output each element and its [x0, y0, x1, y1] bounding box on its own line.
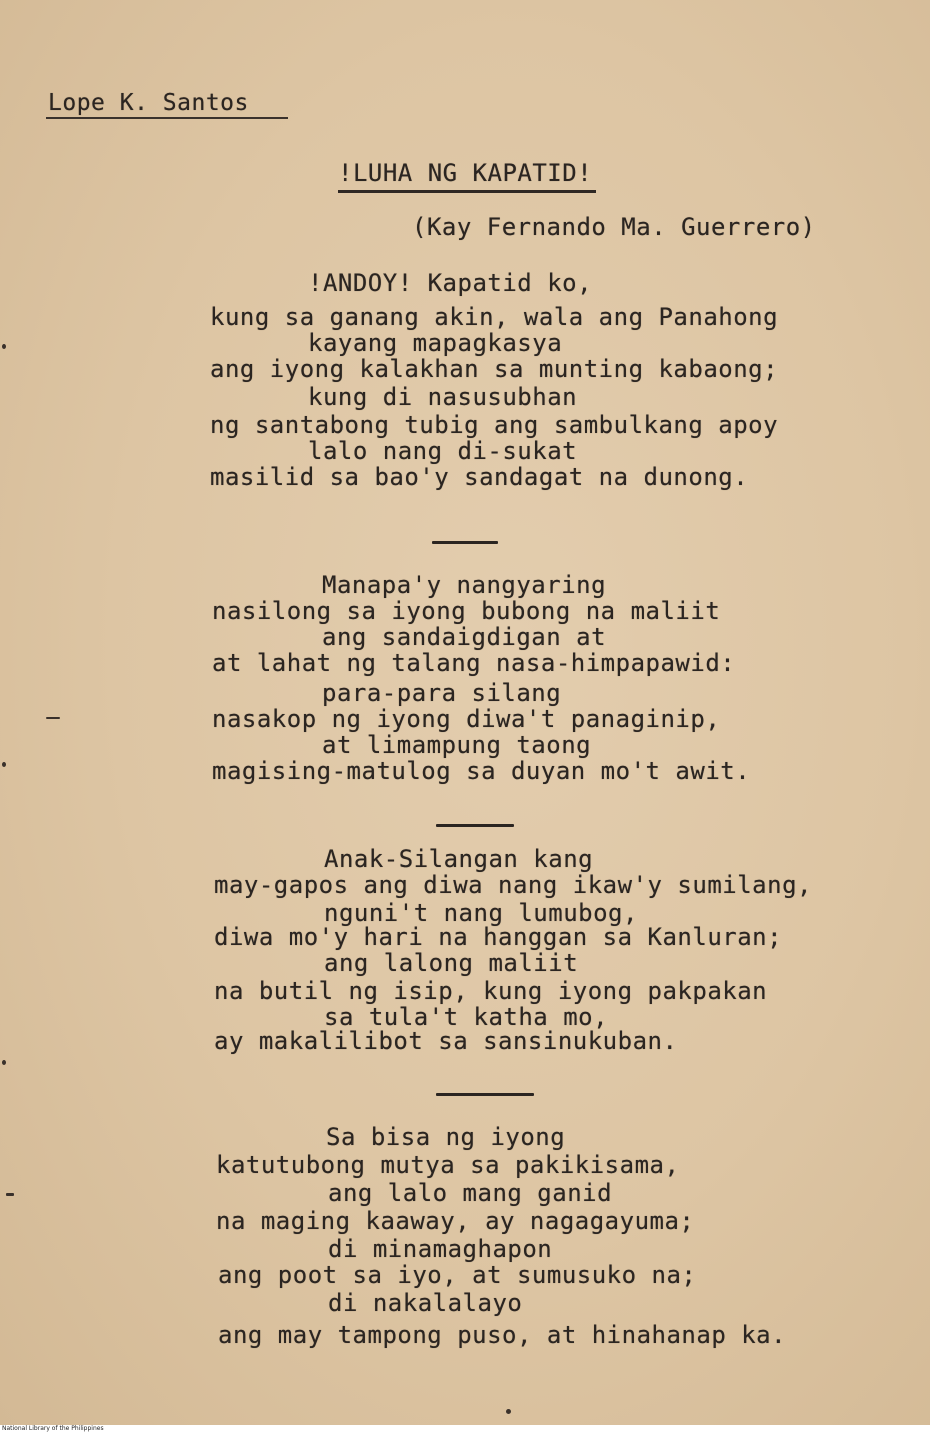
stanza-3-line-4: diwa mo'y hari na hanggan sa Kanluran; [214, 923, 783, 951]
paper-speck [2, 762, 6, 767]
stanza-3-line-6: na butil ng isip, kung iyong pakpakan [214, 977, 768, 1005]
stanza-4-line-8: ang may tampong puso, at hinahanap ka. [218, 1321, 787, 1349]
stanza-1-line-6: ng santabong tubig ang sambulkang apoy [210, 411, 779, 439]
stanza-divider-2 [436, 824, 514, 827]
footer-bar [0, 1425, 930, 1433]
stanza-3-line-7: sa tula't katha mo, [324, 1003, 609, 1031]
stanza-3-line-5: ang lalong maliit [324, 949, 579, 977]
paper-speck [2, 1060, 6, 1065]
stanza-1-line-2: kung sa ganang akin, wala ang Panahong [210, 303, 779, 331]
stanza-1-line-5: kung di nasusubhan [308, 383, 578, 411]
paper-mark [6, 1193, 14, 1196]
stanza-1-line-1: !ANDOY! Kapatid ko, [308, 269, 593, 297]
stanza-2-line-6: nasakop ng iyong diwa't panaginip, [212, 705, 721, 733]
stanza-3-line-2: may-gapos ang diwa nang ikaw'y sumilang, [214, 871, 812, 899]
stanza-3-line-3: nguni't nang lumubog, [324, 899, 638, 927]
paper-speck [2, 344, 6, 349]
stanza-1-line-8: masilid sa bao'y sandagat na dunong. [210, 463, 749, 491]
stanza-2-line-7: at limampung taong [322, 731, 592, 759]
stanza-1-line-3: kayang mapagkasya [308, 329, 563, 357]
author-underline [46, 117, 288, 119]
stanza-4-line-7: di nakalalayo [328, 1289, 523, 1317]
title-underline [338, 190, 596, 193]
paper-mark [46, 717, 60, 719]
library-credit: National Library of the Philippines [2, 1425, 104, 1432]
stanza-3-line-8: ay makalilibot sa sansinukuban. [214, 1027, 678, 1055]
stanza-2-line-1: Manapa'y nangyaring [322, 571, 607, 599]
poem-title: !LUHA NG KAPATID! [338, 159, 593, 187]
stanza-4-line-1: Sa bisa ng iyong [326, 1123, 566, 1151]
stanza-4-line-5: di minamaghapon [328, 1235, 553, 1263]
stanza-2-line-4: at lahat ng talang nasa-himpapawid: [212, 649, 736, 677]
author-name: Lope K. Santos [48, 90, 249, 116]
stanza-divider-1 [432, 541, 498, 544]
stanza-3-line-1: Anak-Silangan kang [324, 845, 594, 873]
stanza-divider-3 [436, 1093, 534, 1096]
stanza-1-line-7: lalo nang di-sukat [308, 437, 578, 465]
stanza-1-line-4: ang iyong kalakhan sa munting kabaong; [210, 355, 779, 383]
stanza-2-line-8: magising-matulog sa duyan mo't awit. [212, 757, 751, 785]
stanza-4-line-6: ang poot sa iyo, at sumusuko na; [218, 1261, 697, 1289]
stanza-2-line-5: para-para silang [322, 679, 562, 707]
stanza-4-line-2: katutubong mutya sa pakikisama, [216, 1151, 680, 1179]
poem-dedication: (Kay Fernando Ma. Guerrero) [412, 213, 816, 241]
stanza-2-line-2: nasilong sa iyong bubong na maliit [212, 597, 721, 625]
stanza-2-line-3: ang sandaigdigan at [322, 623, 607, 651]
paper-speck [506, 1409, 511, 1414]
stanza-4-line-4: na maging kaaway, ay nagagayuma; [216, 1207, 695, 1235]
stanza-4-line-3: ang lalo mang ganid [328, 1179, 613, 1207]
